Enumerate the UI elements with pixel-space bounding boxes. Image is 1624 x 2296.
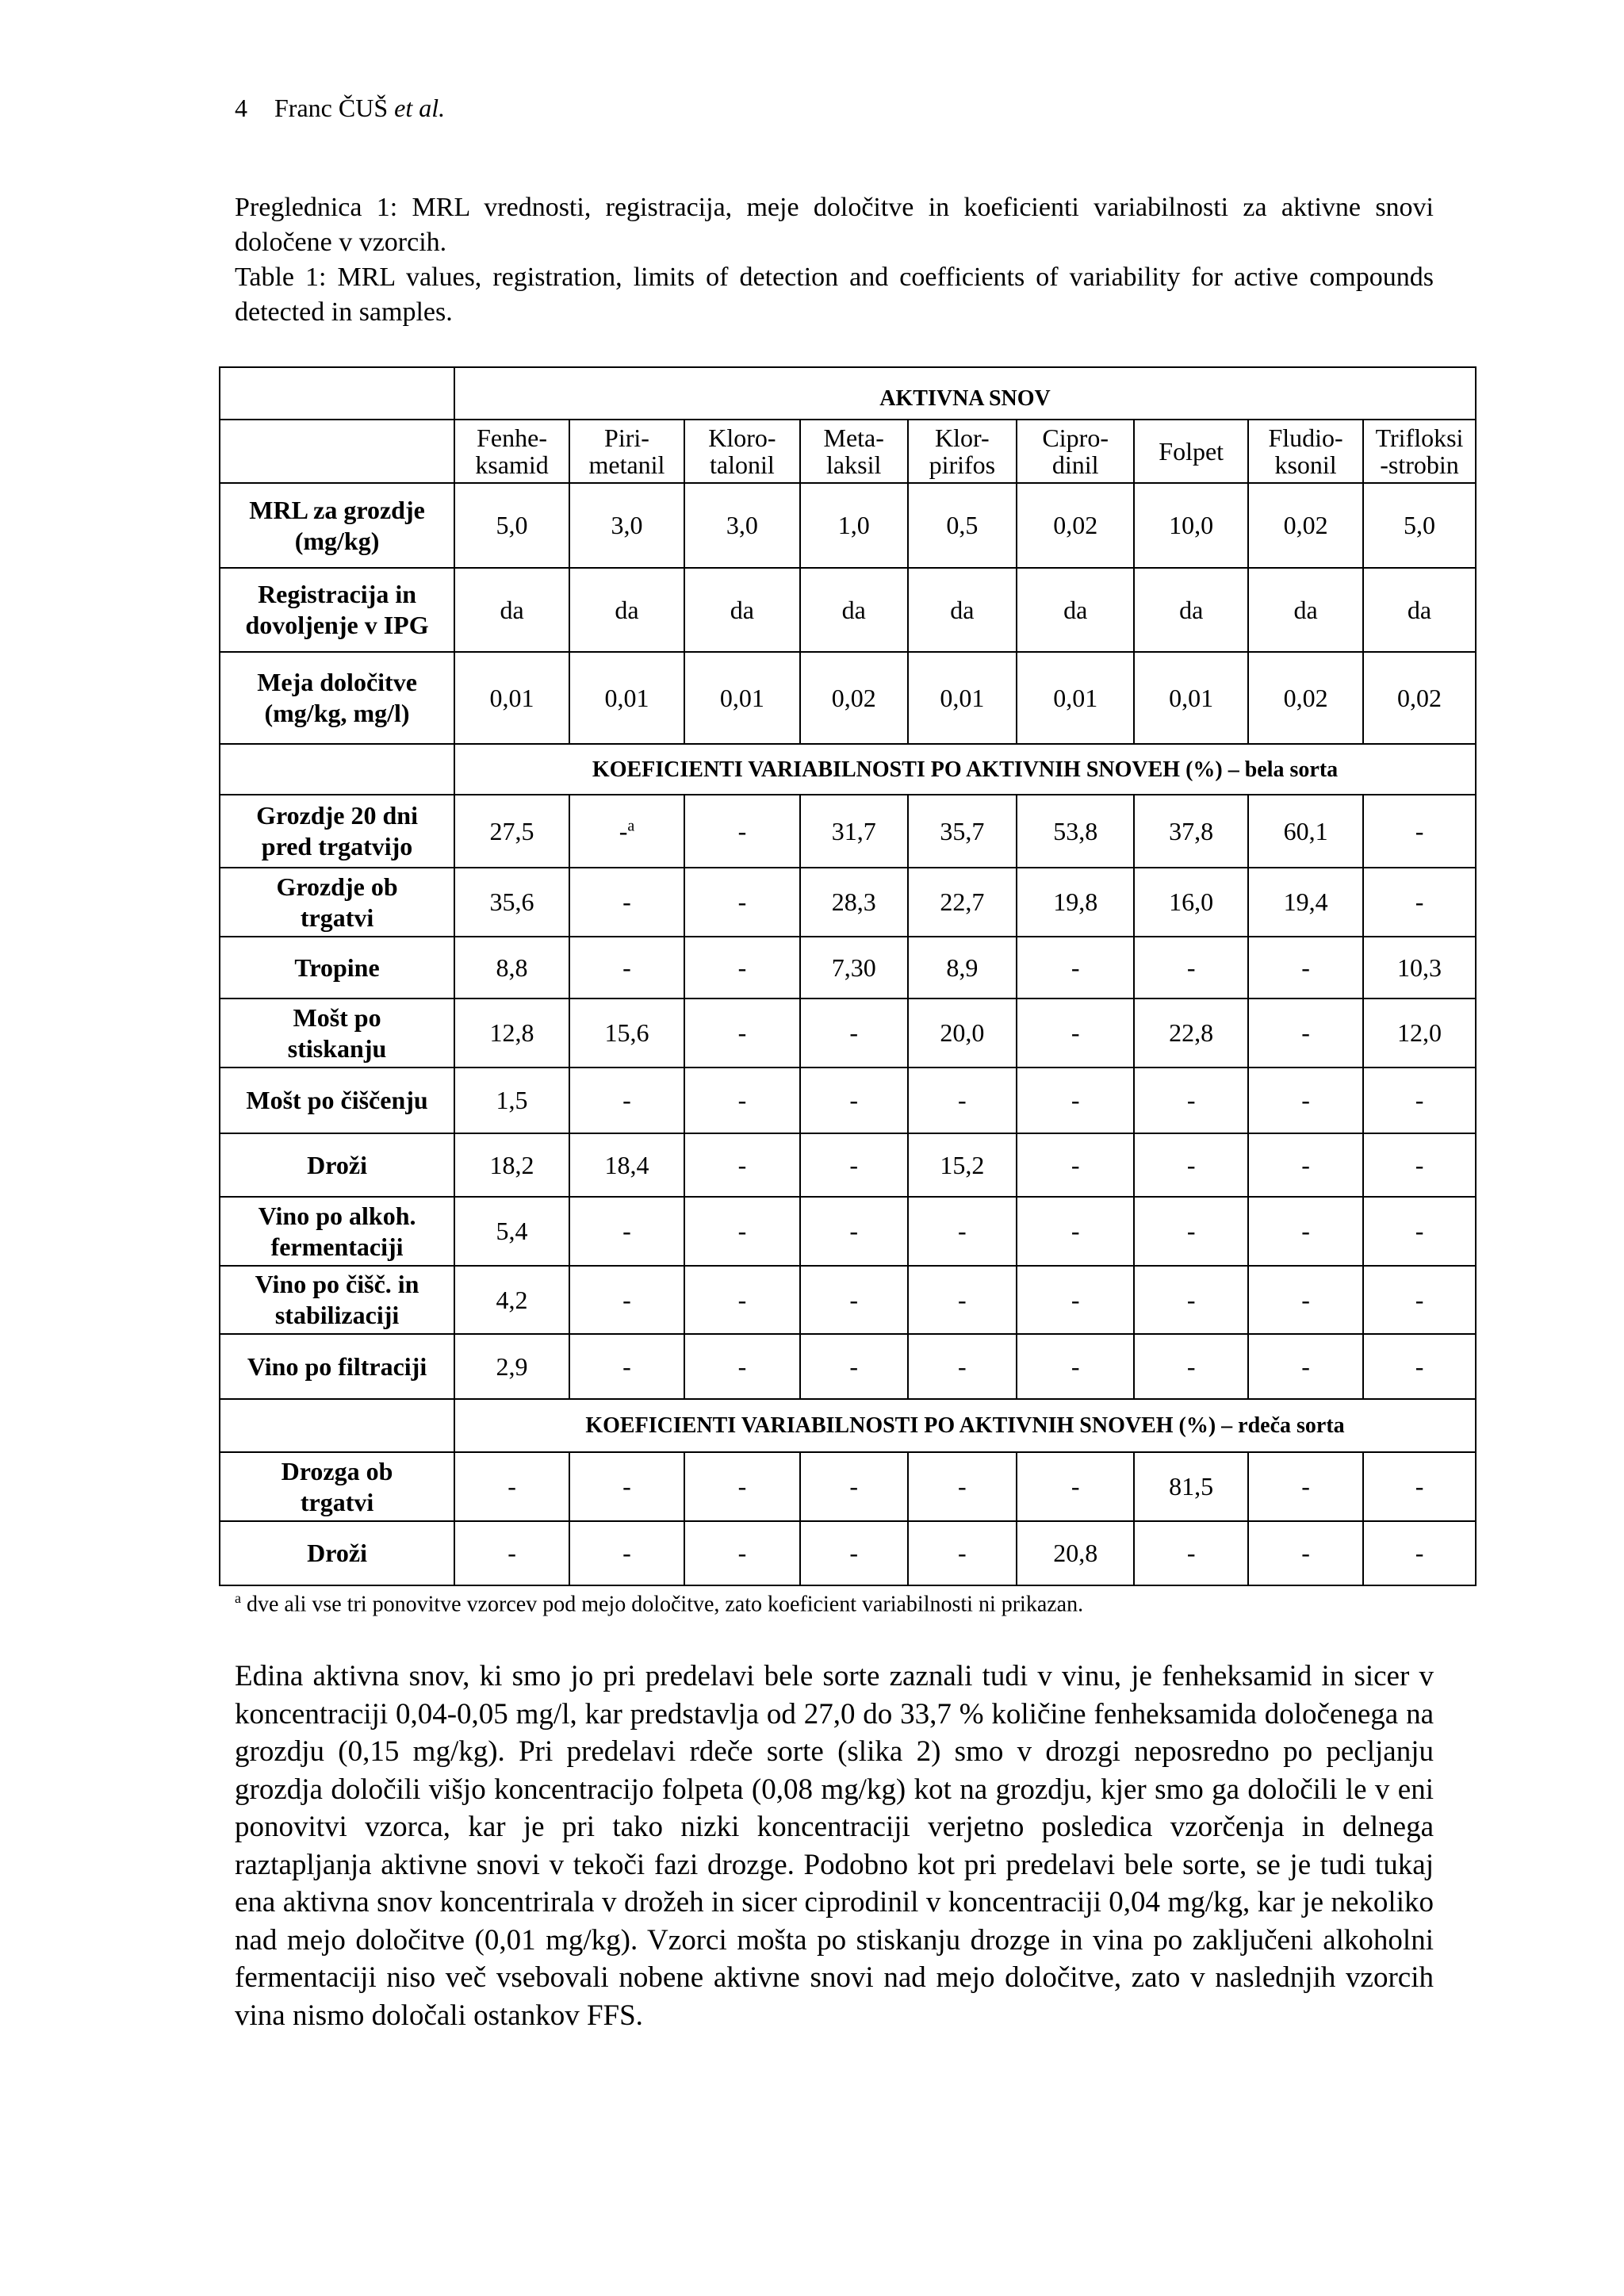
table-cell: -	[684, 795, 800, 868]
table-cell: -	[800, 1068, 908, 1133]
compound-header-cell: Folpet	[1134, 420, 1248, 483]
table-cell: -	[1363, 868, 1476, 937]
author-name: Franc ČUŠ	[274, 94, 389, 122]
table-cell: -	[1017, 1068, 1134, 1133]
table-cell: 10,3	[1363, 937, 1476, 999]
active-substance-header: AKTIVNA SNOV	[454, 367, 1476, 420]
section-header: KOEFICIENTI VARIABILNOSTI PO AKTIVNIH SNOVEH (%) – rdeča sorta	[454, 1399, 1476, 1452]
table-cell: 12,8	[454, 999, 569, 1068]
table-cell: 5,0	[1363, 483, 1476, 568]
table-cell: -	[569, 1068, 684, 1133]
table-row	[220, 868, 1476, 937]
compound-header-cell: Trifloksi -strobin	[1363, 420, 1476, 483]
table-row	[220, 999, 1476, 1068]
table-cell: -	[569, 937, 684, 999]
row-label: Vino po filtraciji	[220, 1334, 454, 1399]
table-cell: -	[1017, 1197, 1134, 1266]
section-header: KOEFICIENTI VARIABILNOSTI PO AKTIVNIH SNOVEH (%) – bela sorta	[454, 744, 1476, 795]
table-cell: -	[1017, 1133, 1134, 1197]
row-label: Droži	[220, 1521, 454, 1585]
table-cell: 3,0	[569, 483, 684, 568]
table-cell: -	[800, 1197, 908, 1266]
compound-header-cell: Piri- metanil	[569, 420, 684, 483]
table-cell: 0,01	[569, 652, 684, 744]
row-label: Registracija in dovoljenje v IPG	[220, 568, 454, 652]
row-label: Grozdje 20 dni pred trgatvijo	[220, 795, 454, 868]
row-label: Drozga ob trgatvi	[220, 1452, 454, 1521]
table-cell: 28,3	[800, 868, 908, 937]
row-label: Vino po čišč. in stabilizaciji	[220, 1266, 454, 1334]
table-body	[220, 367, 1476, 1585]
table-cell: 12,0	[1363, 999, 1476, 1068]
table-cell: da	[684, 568, 800, 652]
row-label: Droži	[220, 1133, 454, 1197]
table-cell: 15,6	[569, 999, 684, 1068]
table-cell: 0,02	[800, 652, 908, 744]
table-cell: -	[1363, 1133, 1476, 1197]
table-cell: -	[569, 1521, 684, 1585]
table-cell: -	[1134, 1197, 1248, 1266]
table-cell: -	[569, 1452, 684, 1521]
table-cell: da	[1134, 568, 1248, 652]
empty-corner-cell	[220, 367, 454, 420]
table-cell: -	[908, 1068, 1017, 1133]
table-cell: -	[684, 1521, 800, 1585]
row-label: MRL za grozdje (mg/kg)	[220, 483, 454, 568]
table-cell: -	[684, 999, 800, 1068]
table-cell: 18,2	[454, 1133, 569, 1197]
caption-english: Table 1: MRL values, registration, limits of detection and coefficients of variability for active compounds detected in samples.	[235, 263, 1434, 327]
table-cell: -	[684, 1068, 800, 1133]
table-row	[220, 1068, 1476, 1133]
table-cell: 1,0	[800, 483, 908, 568]
empty-label-cell	[220, 1399, 454, 1452]
table-row	[220, 652, 1476, 744]
table-cell: -	[1134, 1521, 1248, 1585]
table-cell: -	[1248, 1068, 1363, 1133]
table-cell: 37,8	[1134, 795, 1248, 868]
compound-header-row	[220, 420, 1476, 483]
table-cell: da	[1017, 568, 1134, 652]
table-row	[220, 1133, 1476, 1197]
table-cell: -	[684, 1452, 800, 1521]
page-number: 4	[235, 94, 247, 122]
table-cell: -	[1363, 1197, 1476, 1266]
table-cell: da	[1363, 568, 1476, 652]
table-cell: 31,7	[800, 795, 908, 868]
table-cell: -	[800, 1452, 908, 1521]
table-cell: -	[1134, 937, 1248, 999]
compound-header-cell: Klor- pirifos	[908, 420, 1017, 483]
table-cell: 8,9	[908, 937, 1017, 999]
table-row	[220, 1334, 1476, 1399]
table-cell: -	[908, 1266, 1017, 1334]
table-cell: da	[1248, 568, 1363, 652]
table-cell: 0,01	[908, 652, 1017, 744]
table-cell: 0,01	[1017, 652, 1134, 744]
table-row	[220, 795, 1476, 868]
table-cell: -	[1363, 1334, 1476, 1399]
table-row	[220, 1266, 1476, 1334]
table-cell: -	[684, 1133, 800, 1197]
table-cell: da	[908, 568, 1017, 652]
table-cell: -	[569, 868, 684, 937]
table-cell: 1,5	[454, 1068, 569, 1133]
table-cell: -	[1134, 1068, 1248, 1133]
table-cell: -	[684, 1334, 800, 1399]
table-caption	[235, 190, 1434, 330]
table-cell: -	[1017, 937, 1134, 999]
row-label: Mošt po stiskanju	[220, 999, 454, 1068]
table-row	[220, 483, 1476, 568]
table-cell: -	[1363, 1266, 1476, 1334]
row-label: Tropine	[220, 937, 454, 999]
table-cell: 27,5	[454, 795, 569, 868]
table-cell: 3,0	[684, 483, 800, 568]
table-cell: 0,02	[1017, 483, 1134, 568]
table-cell: -	[1017, 999, 1134, 1068]
table-cell: -	[800, 1521, 908, 1585]
table-row	[220, 568, 1476, 652]
table-cell: -	[1248, 1521, 1363, 1585]
compound-header-cell: Kloro- talonil	[684, 420, 800, 483]
table-footnote	[235, 1585, 1083, 1618]
table-cell: -	[454, 1521, 569, 1585]
table-cell: -	[1017, 1452, 1134, 1521]
table-cell: 35,6	[454, 868, 569, 937]
table-cell: -	[569, 1334, 684, 1399]
table-cell: -	[1363, 1068, 1476, 1133]
table-row	[220, 1197, 1476, 1266]
table-cell: -	[1248, 999, 1363, 1068]
table-cell: -	[454, 1452, 569, 1521]
table-row	[220, 1521, 1476, 1585]
table-cell: -	[684, 1197, 800, 1266]
table-cell: -	[908, 1452, 1017, 1521]
table-cell: 0,02	[1248, 483, 1363, 568]
table-cell: -	[1363, 1452, 1476, 1521]
row-label: Vino po alkoh. fermentaciji	[220, 1197, 454, 1266]
table-cell: 2,9	[454, 1334, 569, 1399]
table-cell: -	[1363, 795, 1476, 868]
table-cell: -$^a$	[569, 795, 684, 868]
table-cell: da	[800, 568, 908, 652]
table-cell: 0,02	[1248, 652, 1363, 744]
table-cell: 60,1	[1248, 795, 1363, 868]
table-cell: -	[1248, 1266, 1363, 1334]
table-cell: -	[800, 999, 908, 1068]
body-paragraph: Edina aktivna snov, ki smo jo pri predelavi bele sorte zaznali tudi v vinu, je fenheksamid in sicer v koncentraciji 0,04-0,05 mg/l, kar predstavlja od 27,0 do 33,7 % količine fenheksamida določenega na grozdju (0,15 mg/kg). Pri predelavi rdeče sorte (slika 2) smo v drozgi neposredno po pecljanju grozdja določili višjo koncentracijo folpeta (0,08 mg/kg) kot na grozdju, kjer smo ga določili le v eni ponovitvi vzorca, kar je pri tako nizki koncentraciji verjetno posledica vzorčenja in delnega raztapljanja aktivne snovi v tekoči fazi drozge. Podobno kot pri predelavi bele sorte, se je tudi tukaj ena aktivna snov koncentrirala v drožeh in sicer ciprodinil v koncentraciji 0,04 mg/kg, kar je nekoliko nad mejo določitve (0,01 mg/kg). Vzorci mošta po stiskanju drozge in vina po zaključeni alkoholni fermentaciji niso več vsebovali nobene aktivne snovi nad mejo določitve, zato v naslednjih vzorcih vina nismo določali ostankov FFS.	[235, 1660, 1434, 2032]
table-cell: -	[800, 1133, 908, 1197]
author-etal: et al.	[394, 94, 446, 122]
table-cell: 18,4	[569, 1133, 684, 1197]
table-cell: -	[1248, 937, 1363, 999]
body-paragraph-block	[235, 1658, 1434, 2034]
footnote-mark: a	[235, 1590, 241, 1606]
table-cell: -	[908, 1521, 1017, 1585]
group-header-row	[220, 367, 1476, 420]
compound-header-cell: Meta- laksil	[800, 420, 908, 483]
footnote-text: dve ali vse tri ponovitve vzorcev pod mejo določitve, zato koeficient variabilnosti ni prikazan.	[241, 1592, 1084, 1617]
empty-label-cell	[220, 744, 454, 795]
table-cell: da	[569, 568, 684, 652]
table-cell: -	[908, 1197, 1017, 1266]
table-cell: -	[684, 937, 800, 999]
table-cell: -	[1248, 1452, 1363, 1521]
running-header	[235, 94, 445, 123]
table-cell: 19,4	[1248, 868, 1363, 937]
table-cell: 0,5	[908, 483, 1017, 568]
table-cell: da	[454, 568, 569, 652]
results-table	[219, 366, 1477, 1586]
table-cell: 22,8	[1134, 999, 1248, 1068]
table-cell: 5,0	[454, 483, 569, 568]
table-cell: -	[1134, 1133, 1248, 1197]
table-cell: -	[1248, 1133, 1363, 1197]
table-cell: -	[1248, 1334, 1363, 1399]
table-cell: 0,01	[1134, 652, 1248, 744]
table-cell: -	[1134, 1266, 1248, 1334]
table-cell: 4,2	[454, 1266, 569, 1334]
table-cell: -	[800, 1334, 908, 1399]
section-header-row	[220, 744, 1476, 795]
empty-label-cell	[220, 420, 454, 483]
table-cell: -	[569, 1266, 684, 1334]
table-cell: -	[908, 1334, 1017, 1399]
table-cell: 22,7	[908, 868, 1017, 937]
table-cell: -	[569, 1197, 684, 1266]
table-cell: 10,0	[1134, 483, 1248, 568]
table-cell: 20,0	[908, 999, 1017, 1068]
table-cell: 19,8	[1017, 868, 1134, 937]
compound-header-cell: Cipro- dinil	[1017, 420, 1134, 483]
table-cell: -	[1248, 1197, 1363, 1266]
table-cell: 8,8	[454, 937, 569, 999]
caption-slovenian: Preglednica 1: MRL vrednosti, registracija, meje določitve in koeficienti variabilnosti za aktivne snovi določene v vzorcih.	[235, 193, 1434, 257]
compound-header-cell: Fenhe- ksamid	[454, 420, 569, 483]
table-cell: 16,0	[1134, 868, 1248, 937]
table-row	[220, 1452, 1476, 1521]
table-cell: 53,8	[1017, 795, 1134, 868]
row-label: Grozdje ob trgatvi	[220, 868, 454, 937]
table-cell: 0,01	[454, 652, 569, 744]
table-cell: 5,4	[454, 1197, 569, 1266]
table-cell: -	[684, 868, 800, 937]
table-cell: 35,7	[908, 795, 1017, 868]
table-cell: 20,8	[1017, 1521, 1134, 1585]
table-cell: -	[1134, 1334, 1248, 1399]
table-cell: -	[1017, 1334, 1134, 1399]
footnote-ref: a	[627, 816, 635, 834]
row-label: Meja določitve (mg/kg, mg/l)	[220, 652, 454, 744]
table-cell: -	[1017, 1266, 1134, 1334]
table-cell: -	[684, 1266, 800, 1334]
table-cell: 7,30	[800, 937, 908, 999]
table-cell: -	[800, 1266, 908, 1334]
table-cell: 15,2	[908, 1133, 1017, 1197]
table-row	[220, 937, 1476, 999]
table-cell: 0,01	[684, 652, 800, 744]
table-cell: -	[1363, 1521, 1476, 1585]
compound-header-cell: Fludio- ksonil	[1248, 420, 1363, 483]
table-cell: 81,5	[1134, 1452, 1248, 1521]
table-cell: 0,02	[1363, 652, 1476, 744]
row-label: Mošt po čiščenju	[220, 1068, 454, 1133]
section-header-row	[220, 1399, 1476, 1452]
